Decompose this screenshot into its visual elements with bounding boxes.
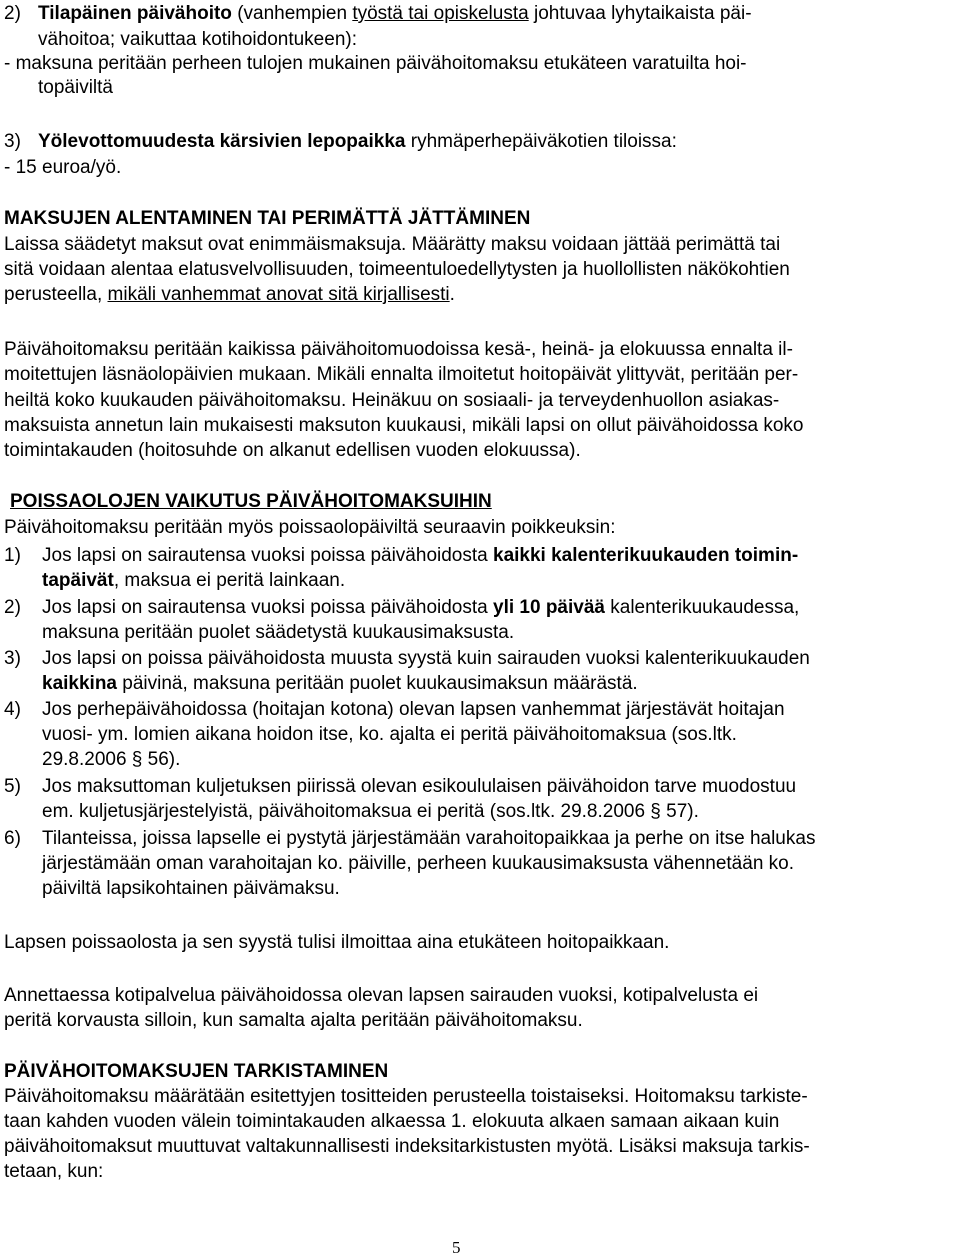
item-number: 2) bbox=[4, 597, 21, 618]
item-3-title: Yölevottomuudesta kärsivien lepopaikka bbox=[38, 131, 406, 152]
item-2-line-1 bbox=[38, 2, 752, 26]
item-4-line-1: Jos perhepäivähoidossa (hoitajan kotona) olevan lapsen vanhemmat järjestävät hoitajan bbox=[42, 699, 785, 720]
item-1-line-1 bbox=[42, 544, 798, 568]
underlined-text: mikäli vanhemmat anovat sitä kirjallisesti bbox=[107, 284, 450, 305]
text: päivinä, maksuna peritään puolet kuukausimaksun määrästä. bbox=[122, 673, 638, 694]
paragraph-line: Annettaessa kotipalvelua päivähoidossa olevan lapsen sairauden vuoksi, kotipalvelusta ei bbox=[4, 985, 759, 1006]
item-3-line-2: - 15 euroa/yö. bbox=[4, 157, 122, 178]
item-5-line-1: Jos maksuttoman kuljetuksen piirissä olevan esikoululaisen päivähoidon tarve muodostuu bbox=[42, 776, 797, 797]
item-3-line-1: Jos lapsi on poissa päivähoidosta muusta syystä kuin sairauden vuoksi kalenterikuukauden bbox=[42, 648, 810, 669]
item-6-line-3: päiviltä lapsikohtainen päivämaksu. bbox=[42, 878, 340, 899]
text: , maksua ei peritä lainkaan. bbox=[113, 570, 346, 591]
text: . bbox=[449, 284, 455, 305]
section-heading-absences: POISSAOLOJEN VAIKUTUS PÄIVÄHOITOMAKSUIHIN bbox=[10, 491, 492, 512]
section-heading-reduction: MAKSUJEN ALENTAMINEN TAI PERIMÄTTÄ JÄTTÄMINEN bbox=[4, 208, 531, 229]
paragraph-line: peritä korvausta silloin, kun samalta ajalta peritään päivähoitomaksu. bbox=[4, 1010, 583, 1031]
item-number: 4) bbox=[4, 699, 21, 720]
paragraph-line: heiltä koko kuukauden päivähoitomaksu. Heinäkuu on sosiaali- ja terveydenhuollon asiakas- bbox=[4, 390, 780, 411]
text: Jos lapsi on sairautensa vuoksi poissa päivähoidosta bbox=[42, 597, 488, 618]
paragraph-line: Päivähoitomaksu peritään kaikissa päivähoitomuodoissa kesä-, heinä- ja elokuussa ennalta il- bbox=[4, 339, 793, 360]
paragraph-line: Laissa säädetyt maksut ovat enimmäismaksuja. Määrätty maksu voidaan jättää perimättä tai bbox=[4, 234, 781, 255]
paragraph-line: Päivähoitomaksu määrätään esitettyjen tositteiden perusteella toistaiseksi. Hoitomaksu tarkiste- bbox=[4, 1086, 808, 1107]
item-number: 2) bbox=[4, 3, 21, 24]
paragraph-line: toimintakauden (hoitosuhde on alkanut edellisen vuoden elokuussa). bbox=[4, 440, 581, 461]
item-4-line-2: vuosi- ym. lomien aikana hoidon itse, ko. ajalta ei peritä päivähoitomaksua (sos.ltk. bbox=[42, 724, 737, 745]
text: perusteella, bbox=[4, 284, 103, 305]
intro-line: Päivähoitomaksu peritään myös poissaolopäiviltä seuraavin poikkeuksin: bbox=[4, 517, 616, 538]
item-6-line-2: järjestämään oman varahoitajan ko. päiville, perheen kuukausimaksusta vähennetään ko. bbox=[42, 853, 795, 874]
bold-text: kaikkina bbox=[42, 673, 117, 694]
item-6-line-1: Tilanteissa, joissa lapselle ei pystytä järjestämään varahoitopaikkaa ja perhe on itse halukas bbox=[42, 828, 816, 849]
item-number: 3) bbox=[4, 648, 21, 669]
bold-text: yli 10 päivää bbox=[493, 597, 605, 618]
item-3-text: ryhmäperhepäiväkotien tiloissa: bbox=[410, 131, 677, 152]
item-2-text: (vanhempien bbox=[237, 3, 348, 24]
item-2-line-3: - maksuna peritään perheen tulojen mukainen päivähoitomaksu etukäteen varatuilta hoi- bbox=[4, 53, 747, 74]
item-2-line-2: maksuna peritään puolet säädetystä kuukausimaksusta. bbox=[42, 622, 515, 643]
paragraph-line: Lapsen poissaolosta ja sen syystä tulisi ilmoittaa aina etukäteen hoitopaikkaan. bbox=[4, 932, 670, 953]
item-3-line-2 bbox=[42, 672, 638, 696]
item-number: 3) bbox=[4, 131, 21, 152]
paragraph-line: sitä voidaan alentaa elatusvelvollisuuden, toimeentuloedellytysten ja huollollisten näkökohtien bbox=[4, 259, 790, 280]
item-1-line-2 bbox=[42, 569, 345, 593]
item-3-line-1 bbox=[38, 130, 677, 154]
item-number: 6) bbox=[4, 828, 21, 849]
item-4-line-3: 29.8.2006 § 56). bbox=[42, 749, 181, 770]
item-2-title: Tilapäinen päivähoito bbox=[38, 3, 232, 24]
item-2-line-4: topäiviltä bbox=[38, 77, 113, 98]
paragraph-line: maksuista annetun lain mukaisesti maksuton kuukausi, mikäli lapsi on ollut päivähoidossa koko bbox=[4, 415, 804, 436]
section-heading-review: PÄIVÄHOITOMAKSUJEN TARKISTAMINEN bbox=[4, 1061, 389, 1082]
paragraph-line: päivähoitomaksut muuttuvat valtakunnallisesti indeksitarkistusten myötä. Lisäksi maksuja tarkis- bbox=[4, 1136, 810, 1157]
bold-text: kaikki kalenterikuukauden toimin- bbox=[493, 545, 799, 566]
paragraph-line: moitettujen läsnäolopäivien mukaan. Mikäli ennalta ilmoitetut hoitopäivät ylittyvät, peritään per- bbox=[4, 364, 799, 385]
item-2-text-end: johtuvaa lyhytaikaista päi- bbox=[533, 3, 752, 24]
paragraph-line: tetaan, kun: bbox=[4, 1161, 104, 1182]
item-number: 1) bbox=[4, 545, 21, 566]
item-2-line-1 bbox=[42, 596, 799, 620]
paragraph-line: taan kahden vuoden välein toimintakauden alkaessa 1. elokuuta alkaen samaan aikaan kuin bbox=[4, 1111, 780, 1132]
item-2-underlined: työstä tai opiskelusta bbox=[352, 3, 529, 24]
text: kalenterikuukaudessa, bbox=[610, 597, 800, 618]
item-5-line-2: em. kuljetusjärjestelyistä, päivähoitomaksua ei peritä (sos.ltk. 29.8.2006 § 57). bbox=[42, 801, 699, 822]
page-number: 5 bbox=[452, 1238, 461, 1257]
bold-text: tapäivät bbox=[42, 570, 114, 591]
item-number: 5) bbox=[4, 776, 21, 797]
text: Jos lapsi on sairautensa vuoksi poissa päivähoidosta bbox=[42, 545, 488, 566]
item-2-line-2: vähoitoa; vaikuttaa kotihoidontukeen): bbox=[38, 29, 357, 50]
paragraph-line bbox=[4, 283, 455, 307]
